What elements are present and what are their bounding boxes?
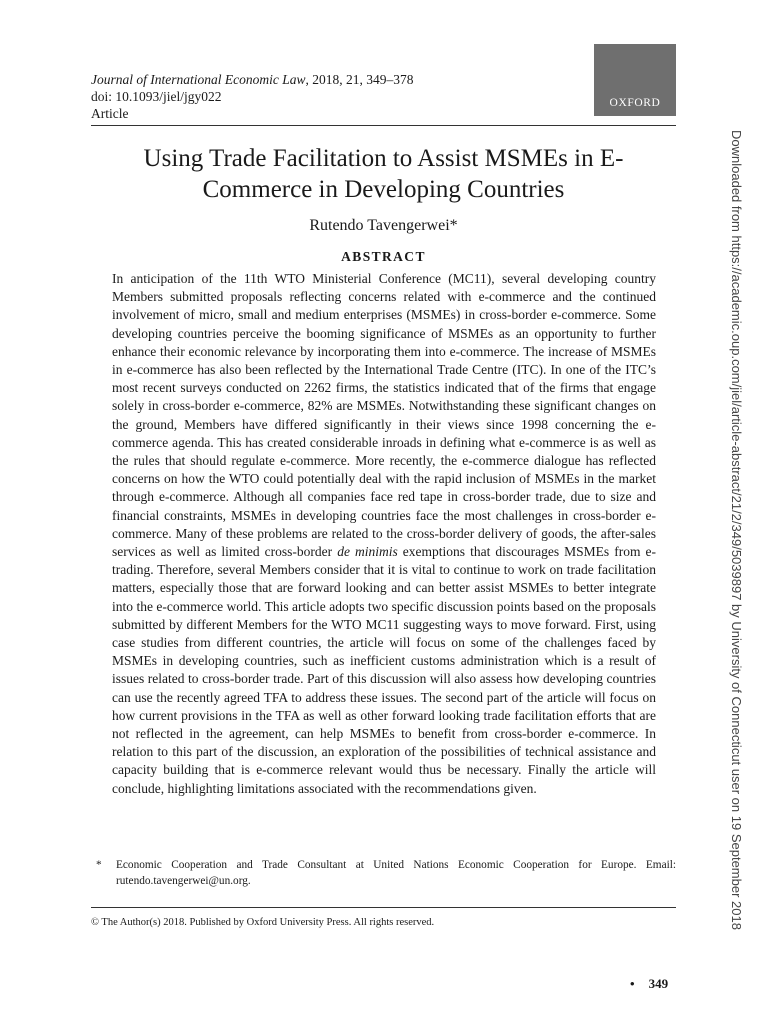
- footer-divider: [91, 907, 676, 908]
- page-bullet: •: [630, 976, 635, 991]
- download-watermark-text: Downloaded from https://academic.oup.com/jiel/article-abstract/21/2/349/5039897 by University of Connecticut user on 19 September 2018: [729, 130, 744, 930]
- download-watermark: [726, 130, 748, 930]
- journal-name: Journal of International Economic Law: [91, 72, 306, 87]
- abstract-text-italic: de minimis: [337, 544, 398, 560]
- footnote-text: Economic Cooperation and Trade Consultant at United Nations Economic Cooperation for Europe. Email: rutendo.tavengerwei@un.org.: [116, 859, 676, 887]
- oxford-logo-text: OXFORD: [609, 97, 661, 109]
- abstract-body: [112, 270, 656, 798]
- article-title: Using Trade Facilitation to Assist MSMEs in E-Commerce in Developing Countries: [143, 145, 624, 203]
- article-type: Article: [91, 106, 129, 121]
- journal-citation-line: [91, 71, 413, 88]
- oxford-logo: [594, 44, 676, 116]
- footnote-mark: *: [96, 859, 102, 871]
- header-divider: [91, 125, 676, 126]
- journal-citation: , 2018, 21, 349–378: [305, 72, 414, 87]
- article-author: Rutendo Tavengerwei*: [309, 217, 458, 234]
- page-number-block: [630, 976, 668, 992]
- copyright-notice: © The Author(s) 2018. Published by Oxford University Press. All rights reserved.: [91, 917, 435, 928]
- journal-info: [91, 71, 413, 122]
- author-footnote: [96, 857, 676, 889]
- abstract-text-part-1: In anticipation of the 11th WTO Ministerial Conference (MC11), several developing country Members submitted proposals reflecting concerns related with e-commerce and the continued involvement of micro, small and medium enterprises (MSMEs) in cross-border e-commerce. Some developing countries perceive the booming significance of MSMEs as an opportunity to further enhance their economic relevance by incorporating them into e-commerce. The increase of MSMEs in e-commerce has also been reflected by the International Trade Centre (ITC). In one of the ITC’s most recent surveys conducted on 2262 firms, the statistics indicated that of the firms that engage solely in cross-border e-commerce, 82% are MSMEs. Notwithstanding these significant changes on the ground, Members have differed significantly in their views since 1998 concerning the e-commerce agenda. This has created considerable inroads in defining what e-commerce is as well as the rules that should regulate e-commerce. More recently, the e-commerce dialogue has reflected concerns on how the WTO could potentially deal with the rapid inclusion of MSMEs in the market through e-commerce. Although all companies face red tape in cross-border trade, due to size and financial constraints, MSMEs in developing countries face the most challenges in cross-border e-commerce. Many of these problems are related to the cross-border delivery of goods, the after-sales services as well as limited cross-border: [112, 271, 656, 560]
- doi[interactable]: doi: 10.1093/jiel/jgy022: [91, 89, 222, 104]
- page-number: 349: [648, 976, 669, 991]
- abstract-text-part-2: exemptions that discourages MSMEs from e-trading. Therefore, several Members consider that it is vital to continue to work on trade facilitation matters, especially those that are forward looking and can better assist MSMEs to better integrate into the e-commerce world. This article adopts two specific discussion points based on the proposals submitted by different Members for the WTO MC11 suggesting ways to move forward. First, using case studies from different countries, the article will focus on some of the challenges faced by MSMEs in developing countries, such as inefficient customs administration which is a result of issues related to cross-border trade. Part of this discussion will also assess how developing countries can use the recently agreed TFA to address these issues. The second part of the article will focus on how current provisions in the TFA as well as other forward looking trade facilitation efforts that are not reflected in the agreement, can help MSMEs to benefit from cross-border e-commerce. In relation to this part of the discussion, an exploration of the possibilities of technical assistance and capacity building that is e-commerce relevant would thus be necessary. Finally the article will conclude, highlighting limitations associated with the recommendations given.: [112, 544, 656, 796]
- abstract-heading: ABSTRACT: [341, 249, 426, 264]
